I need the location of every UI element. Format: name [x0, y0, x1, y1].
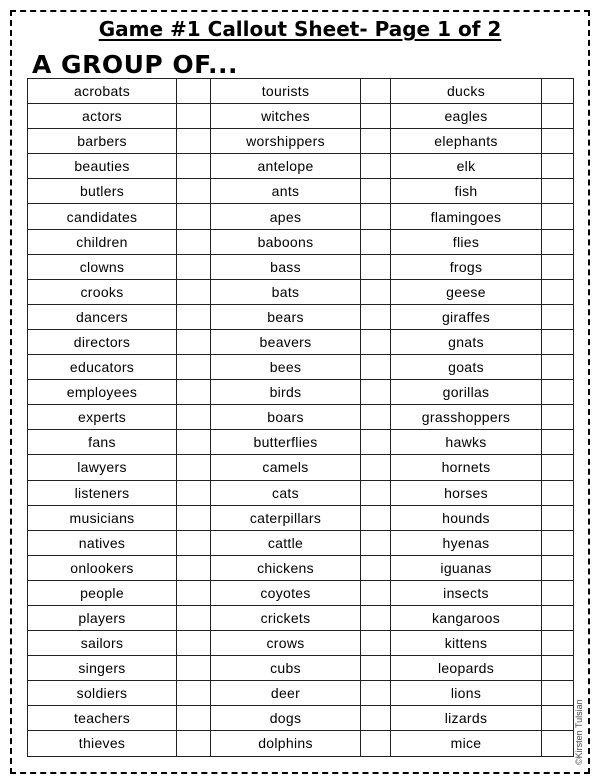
table-row: [28, 304, 574, 329]
mark-box[interactable]: [361, 555, 391, 580]
table-row: [28, 656, 574, 681]
word-cell: crows: [211, 631, 361, 656]
word-cell: directors: [28, 329, 177, 354]
table-row: [28, 505, 574, 530]
mark-box[interactable]: [542, 229, 574, 254]
table-row: [28, 104, 574, 129]
mark-box[interactable]: [542, 279, 574, 304]
mark-box[interactable]: [361, 104, 391, 129]
mark-box[interactable]: [361, 355, 391, 380]
word-cell: gnats: [391, 329, 542, 354]
word-cell: dogs: [211, 706, 361, 731]
word-cell: frogs: [391, 254, 542, 279]
word-cell: giraffes: [391, 304, 542, 329]
mark-box[interactable]: [542, 505, 574, 530]
table-row: [28, 79, 574, 104]
word-cell: onlookers: [28, 555, 177, 580]
mark-box[interactable]: [361, 179, 391, 204]
table-row: [28, 430, 574, 455]
word-cell: lizards: [391, 706, 542, 731]
word-cell: kittens: [391, 631, 542, 656]
word-cell: bears: [211, 304, 361, 329]
mark-box[interactable]: [177, 179, 211, 204]
word-cell: teachers: [28, 706, 177, 731]
word-cell: goats: [391, 355, 542, 380]
word-cell: elk: [391, 154, 542, 179]
word-cell: mice: [391, 731, 542, 756]
word-cell: flies: [391, 229, 542, 254]
mark-box[interactable]: [542, 154, 574, 179]
word-cell: hornets: [391, 455, 542, 480]
mark-box[interactable]: [177, 254, 211, 279]
mark-box[interactable]: [177, 631, 211, 656]
word-cell: barbers: [28, 129, 177, 154]
word-cell: antelope: [211, 154, 361, 179]
mark-box[interactable]: [542, 480, 574, 505]
word-cell: kangaroos: [391, 605, 542, 630]
word-cell: hawks: [391, 430, 542, 455]
mark-box[interactable]: [177, 154, 211, 179]
mark-box[interactable]: [361, 681, 391, 706]
mark-box[interactable]: [177, 229, 211, 254]
mark-box[interactable]: [542, 329, 574, 354]
word-cell: fans: [28, 430, 177, 455]
mark-box[interactable]: [361, 731, 391, 756]
mark-box[interactable]: [361, 279, 391, 304]
word-cell: tourists: [211, 79, 361, 104]
word-cell: hounds: [391, 505, 542, 530]
mark-box[interactable]: [361, 405, 391, 430]
mark-box[interactable]: [177, 555, 211, 580]
mark-box[interactable]: [361, 254, 391, 279]
table-row: [28, 555, 574, 580]
table-row: [28, 681, 574, 706]
word-cell: geese: [391, 279, 542, 304]
word-cell: fish: [391, 179, 542, 204]
word-cell: thieves: [28, 731, 177, 756]
table-row: [28, 580, 574, 605]
section-heading: A GROUP OF...: [32, 50, 239, 79]
mark-box[interactable]: [177, 706, 211, 731]
mark-box[interactable]: [177, 79, 211, 104]
word-cell: bees: [211, 355, 361, 380]
mark-box[interactable]: [542, 380, 574, 405]
mark-box[interactable]: [361, 505, 391, 530]
word-cell: musicians: [28, 505, 177, 530]
mark-box[interactable]: [177, 104, 211, 129]
mark-box[interactable]: [177, 656, 211, 681]
mark-box[interactable]: [361, 580, 391, 605]
table-row: [28, 605, 574, 630]
table-row: [28, 455, 574, 480]
mark-box[interactable]: [542, 580, 574, 605]
mark-box[interactable]: [361, 304, 391, 329]
table-row: [28, 279, 574, 304]
word-cell: hyenas: [391, 530, 542, 555]
word-cell: coyotes: [211, 580, 361, 605]
mark-box[interactable]: [542, 430, 574, 455]
mark-box[interactable]: [177, 204, 211, 229]
word-cell: caterpillars: [211, 505, 361, 530]
mark-box[interactable]: [542, 179, 574, 204]
mark-box[interactable]: [361, 154, 391, 179]
word-cell: people: [28, 580, 177, 605]
table-row: [28, 530, 574, 555]
word-cell: dancers: [28, 304, 177, 329]
mark-box[interactable]: [177, 355, 211, 380]
word-cell: ducks: [391, 79, 542, 104]
word-cell: educators: [28, 355, 177, 380]
table-row: [28, 480, 574, 505]
word-cell: iguanas: [391, 555, 542, 580]
mark-box[interactable]: [177, 731, 211, 756]
table-row: [28, 179, 574, 204]
word-cell: natives: [28, 530, 177, 555]
mark-box[interactable]: [177, 430, 211, 455]
word-cell: worshippers: [211, 129, 361, 154]
mark-box[interactable]: [177, 329, 211, 354]
word-cell: cattle: [211, 530, 361, 555]
word-cell: cats: [211, 480, 361, 505]
table-row: [28, 706, 574, 731]
word-cell: experts: [28, 405, 177, 430]
word-cell: listeners: [28, 480, 177, 505]
mark-box[interactable]: [361, 631, 391, 656]
mark-box[interactable]: [361, 79, 391, 104]
word-cell: horses: [391, 480, 542, 505]
mark-box[interactable]: [361, 204, 391, 229]
table-row: [28, 204, 574, 229]
word-cell: candidates: [28, 204, 177, 229]
mark-box[interactable]: [177, 455, 211, 480]
mark-box[interactable]: [177, 129, 211, 154]
page-title: Game #1 Callout Sheet- Page 1 of 2: [98, 17, 502, 41]
word-cell: acrobats: [28, 79, 177, 104]
mark-box[interactable]: [542, 254, 574, 279]
word-cell: singers: [28, 656, 177, 681]
mark-box[interactable]: [361, 480, 391, 505]
mark-box[interactable]: [177, 605, 211, 630]
mark-box[interactable]: [361, 129, 391, 154]
table-row: [28, 631, 574, 656]
mark-box[interactable]: [177, 681, 211, 706]
word-cell: elephants: [391, 129, 542, 154]
mark-box[interactable]: [542, 555, 574, 580]
word-cell: bats: [211, 279, 361, 304]
word-cell: grasshoppers: [391, 405, 542, 430]
mark-box[interactable]: [361, 229, 391, 254]
mark-box[interactable]: [542, 304, 574, 329]
mark-box[interactable]: [177, 505, 211, 530]
mark-box[interactable]: [542, 129, 574, 154]
word-cell: deer: [211, 681, 361, 706]
word-cell: clowns: [28, 254, 177, 279]
table-row: [28, 154, 574, 179]
word-cell: sailors: [28, 631, 177, 656]
word-cell: gorillas: [391, 380, 542, 405]
word-cell: boars: [211, 405, 361, 430]
word-cell: crooks: [28, 279, 177, 304]
word-cell: children: [28, 229, 177, 254]
table-row: [28, 254, 574, 279]
mark-box[interactable]: [361, 530, 391, 555]
word-cell: beavers: [211, 329, 361, 354]
word-cell: witches: [211, 104, 361, 129]
word-cell: actors: [28, 104, 177, 129]
table-row: [28, 129, 574, 154]
table-row: [28, 405, 574, 430]
mark-box[interactable]: [542, 79, 574, 104]
mark-box[interactable]: [542, 706, 574, 731]
word-cell: bass: [211, 254, 361, 279]
mark-box[interactable]: [361, 329, 391, 354]
word-cell: butterflies: [211, 430, 361, 455]
mark-box[interactable]: [361, 455, 391, 480]
word-cell: insects: [391, 580, 542, 605]
mark-box[interactable]: [542, 605, 574, 630]
mark-box[interactable]: [177, 480, 211, 505]
mark-box[interactable]: [542, 631, 574, 656]
table-row: [28, 329, 574, 354]
mark-box[interactable]: [361, 656, 391, 681]
mark-box[interactable]: [542, 530, 574, 555]
word-cell: chickens: [211, 555, 361, 580]
mark-box[interactable]: [542, 355, 574, 380]
word-cell: baboons: [211, 229, 361, 254]
mark-box[interactable]: [361, 706, 391, 731]
word-cell: lawyers: [28, 455, 177, 480]
mark-box[interactable]: [361, 430, 391, 455]
word-cell: leopards: [391, 656, 542, 681]
mark-box[interactable]: [177, 380, 211, 405]
word-cell: apes: [211, 204, 361, 229]
table-row: [28, 731, 574, 756]
mark-box[interactable]: [177, 304, 211, 329]
table-row: [28, 355, 574, 380]
word-cell: employees: [28, 380, 177, 405]
mark-box[interactable]: [542, 455, 574, 480]
table-row: [28, 380, 574, 405]
mark-box[interactable]: [177, 530, 211, 555]
table-row: [28, 229, 574, 254]
mark-box[interactable]: [361, 605, 391, 630]
callout-table: [27, 78, 574, 757]
word-cell: dolphins: [211, 731, 361, 756]
mark-box[interactable]: [542, 405, 574, 430]
word-cell: cubs: [211, 656, 361, 681]
word-cell: lions: [391, 681, 542, 706]
word-cell: soldiers: [28, 681, 177, 706]
word-cell: ants: [211, 179, 361, 204]
copyright: ©Kirsten Tulsian: [574, 699, 584, 765]
mark-box[interactable]: [542, 656, 574, 681]
mark-box[interactable]: [542, 681, 574, 706]
word-cell: flamingoes: [391, 204, 542, 229]
mark-box[interactable]: [542, 731, 574, 756]
word-cell: camels: [211, 455, 361, 480]
mark-box[interactable]: [361, 380, 391, 405]
mark-box[interactable]: [542, 104, 574, 129]
word-cell: butlers: [28, 179, 177, 204]
mark-box[interactable]: [177, 279, 211, 304]
word-cell: birds: [211, 380, 361, 405]
mark-box[interactable]: [177, 405, 211, 430]
word-cell: players: [28, 605, 177, 630]
word-cell: eagles: [391, 104, 542, 129]
word-cell: beauties: [28, 154, 177, 179]
word-cell: crickets: [211, 605, 361, 630]
mark-box[interactable]: [542, 204, 574, 229]
mark-box[interactable]: [177, 580, 211, 605]
